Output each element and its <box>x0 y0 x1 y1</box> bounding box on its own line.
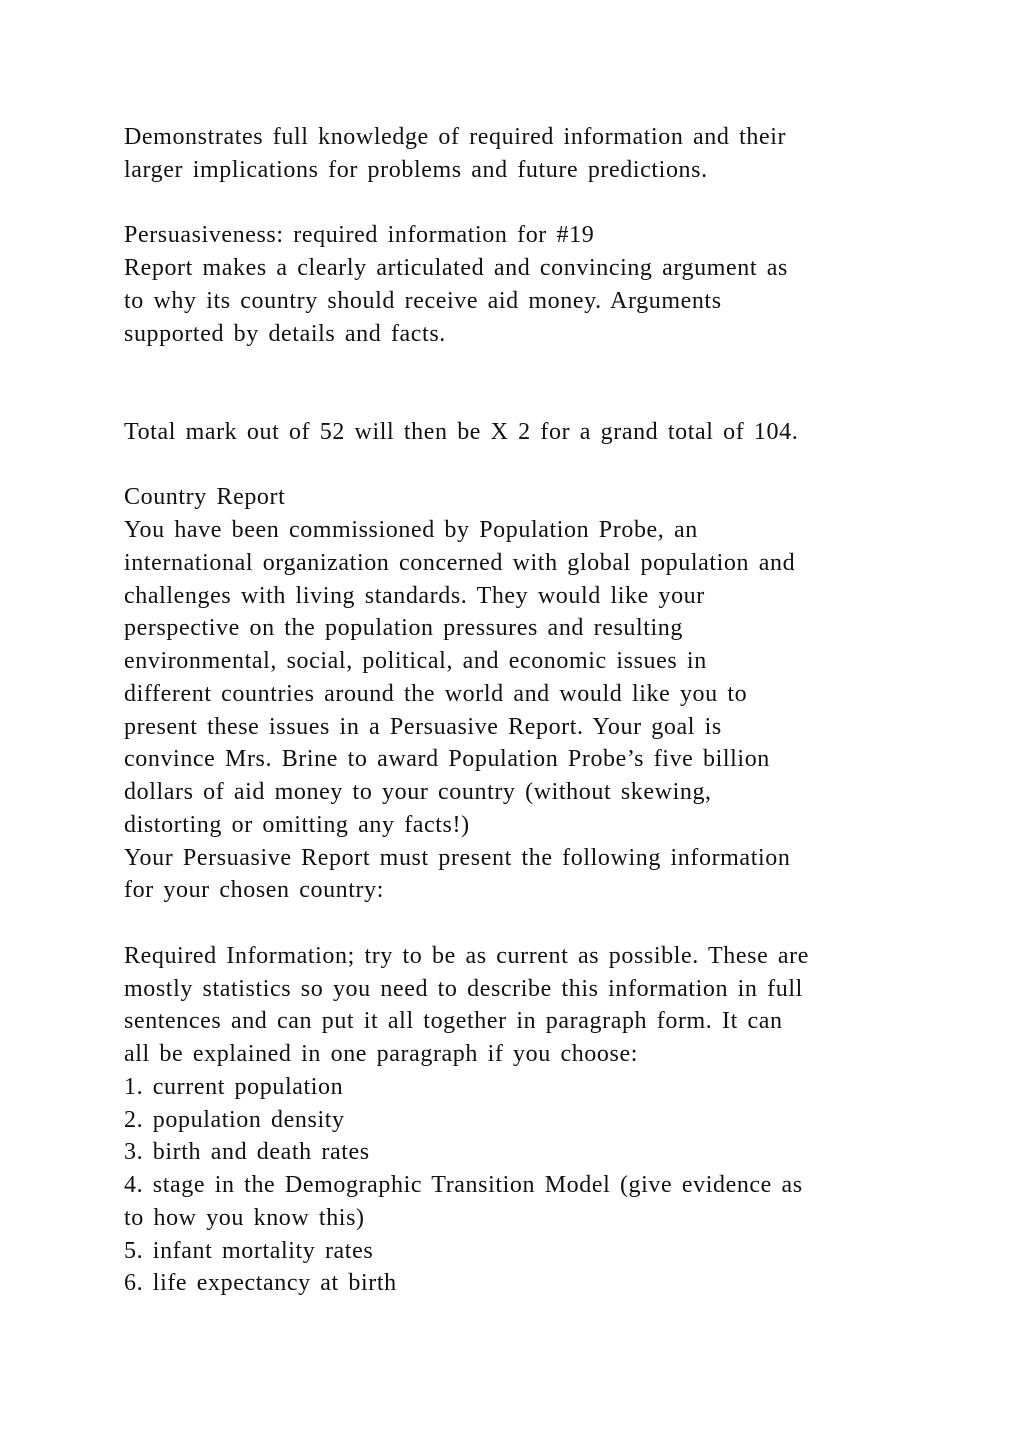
text-line: perspective on the population pressures and resulting <box>124 615 684 642</box>
list-item: 3. birth and death rates <box>124 1139 370 1166</box>
document-page <box>124 121 914 1300</box>
text-line: present these issues in a Persuasive Report. Your goal is <box>124 713 722 740</box>
country-report-section <box>124 481 914 907</box>
text-line: Demonstrates full knowledge of required information and their <box>124 124 787 150</box>
list-item: 5. infant mortality rates <box>124 1237 374 1264</box>
list-item: 6. life expectancy at birth <box>124 1270 397 1297</box>
list-item: 1. current population <box>124 1073 344 1100</box>
intro-paragraph <box>124 121 914 187</box>
paragraph-gap <box>124 350 914 416</box>
text-line: environmental, social, political, and economic issues in <box>124 648 707 674</box>
text-line: Report makes a clearly articulated and convincing argument as <box>124 255 788 281</box>
text-line: mostly statistics so you need to describe this information in full <box>124 975 803 1002</box>
text-line: distorting or omitting any facts!) <box>124 811 470 838</box>
text-line: You have been commissioned by Population Probe, an <box>124 517 698 543</box>
text-line: sentences and can put it all together in paragraph form. It can <box>124 1008 783 1035</box>
total-mark-line: Total mark out of 52 will then be X 2 for a grand total of 104. <box>124 418 799 445</box>
country-report-heading: Country Report <box>124 484 286 511</box>
text-line: for your chosen country: <box>124 877 385 904</box>
text-line: supported by details and facts. <box>124 320 446 347</box>
text-line: challenges with living standards. They would like your <box>124 582 705 609</box>
text-line: international organization concerned with global population and <box>124 549 796 576</box>
paragraph-gap <box>124 907 914 940</box>
persuasiveness-heading: Persuasiveness: required information for #19 <box>124 222 595 249</box>
list-item: 2. population density <box>124 1106 345 1133</box>
text-line: all be explained in one paragraph if you choose: <box>124 1041 638 1067</box>
list-item: 4. stage in the Demographic Transition Model (give evidence as <box>124 1172 803 1198</box>
text-line: convince Mrs. Brine to award Population Probe’s five billion <box>124 746 770 773</box>
persuasiveness-section <box>124 219 914 350</box>
text-line: larger implications for problems and future predictions. <box>124 156 708 183</box>
required-information-section <box>124 940 914 1300</box>
text-line: to why its country should receive aid money. Arguments <box>124 287 722 314</box>
paragraph-gap <box>124 449 914 482</box>
paragraph-gap <box>124 187 914 220</box>
list-item: to how you know this) <box>124 1204 365 1231</box>
text-line: dollars of aid money to your country (without skewing, <box>124 779 712 805</box>
text-line: Your Persuasive Report must present the following information <box>124 844 791 871</box>
text-line: different countries around the world and would like you to <box>124 680 748 707</box>
total-mark-section <box>124 416 914 449</box>
text-line: Required Information; try to be as current as possible. These are <box>124 942 810 969</box>
